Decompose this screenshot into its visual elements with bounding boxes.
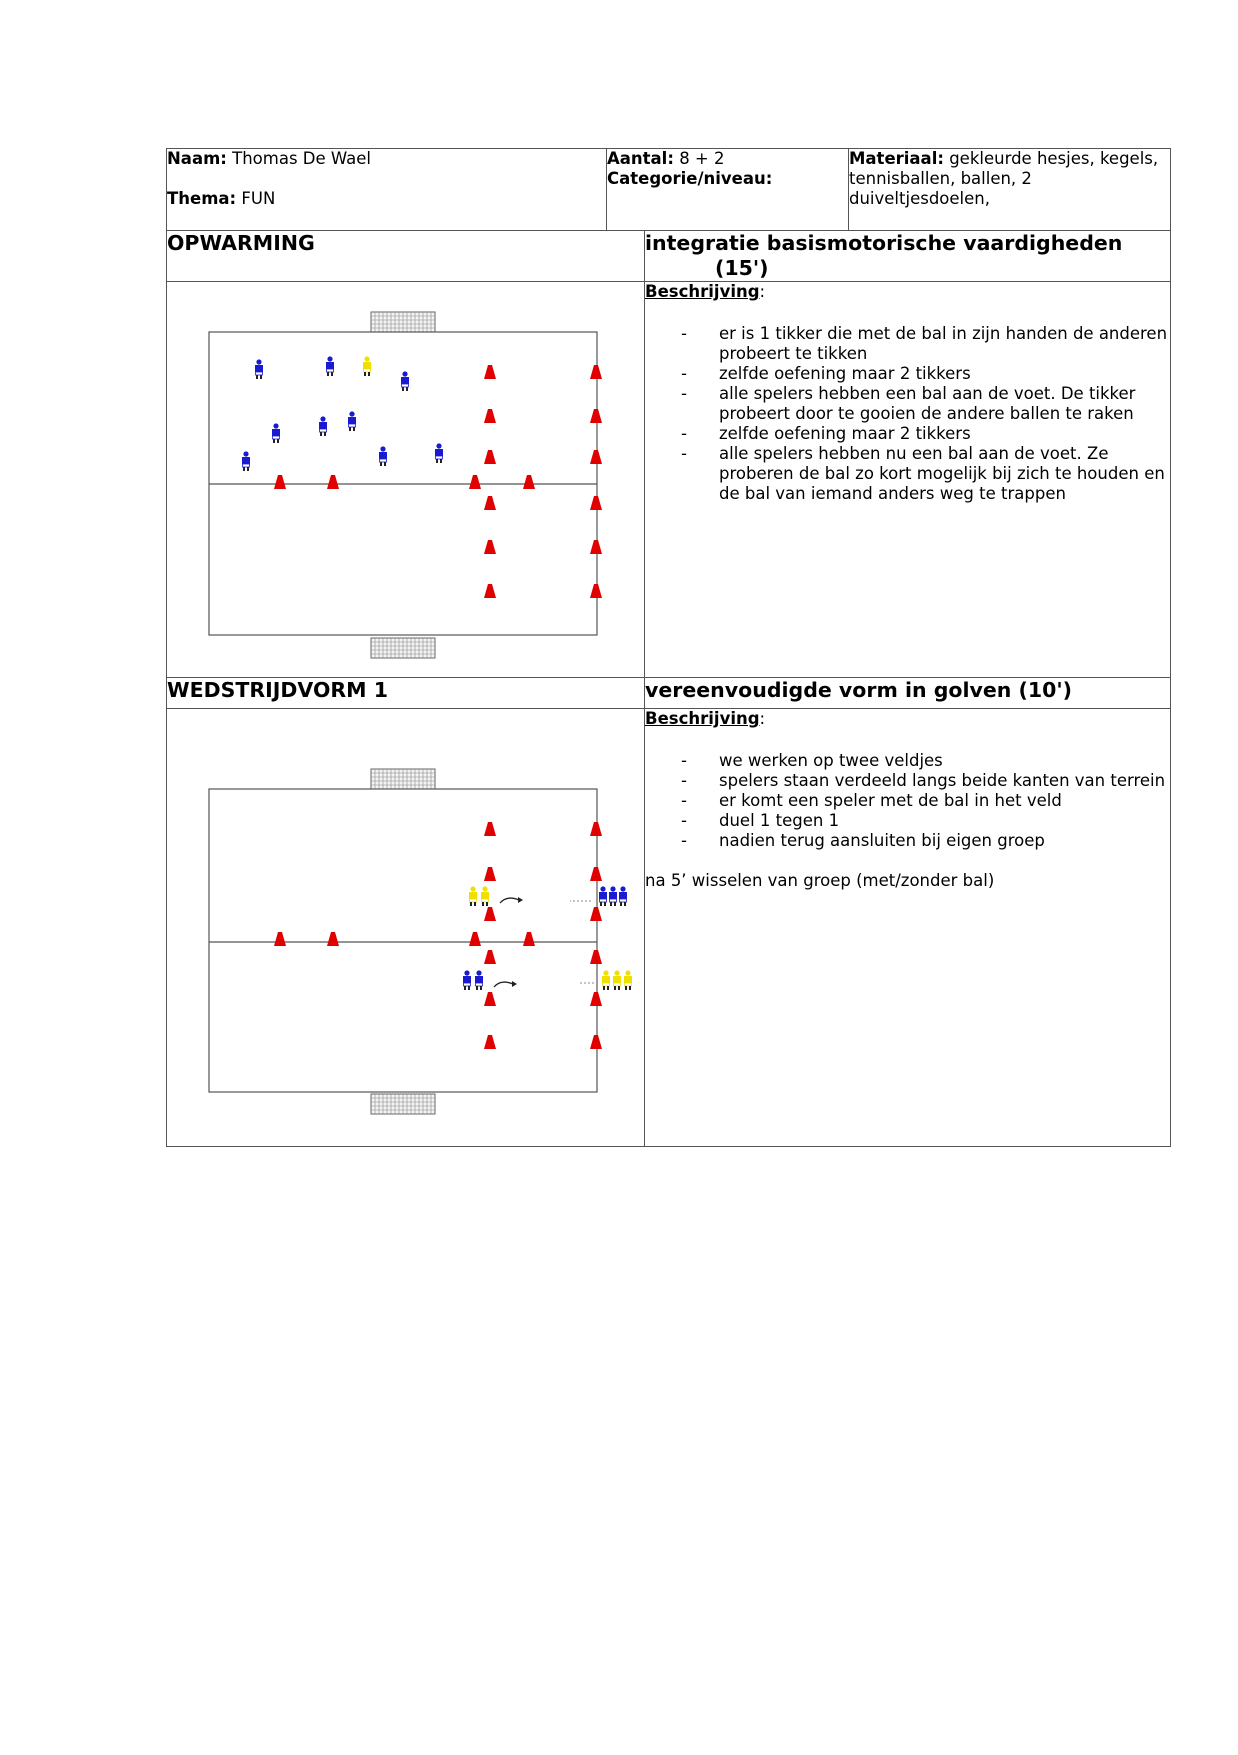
player-blue [401, 371, 409, 391]
description-item [645, 791, 1170, 811]
materiaal-value-2: tennisballen, ballen, 2 [849, 169, 1032, 188]
materiaal-value-1: gekleurde hesjes, kegels, [949, 149, 1159, 168]
cone [327, 932, 339, 946]
cone [484, 540, 496, 554]
dash-bullet: - [681, 771, 687, 790]
naam-cell [167, 149, 607, 231]
cone [484, 992, 496, 1006]
player-blue [463, 970, 471, 990]
goal [371, 769, 435, 789]
cone [590, 584, 602, 598]
player-yellow [363, 356, 371, 376]
description-item-text: zelfde oefening maar 2 tikkers [719, 424, 971, 443]
section-1-subtitle [645, 231, 1171, 282]
description-item-text: er komt een speler met de bal in het veld [719, 791, 1062, 810]
player-yellow [469, 886, 477, 906]
thema-value: FUN [241, 189, 276, 208]
section-1-content-row [167, 282, 1171, 678]
cone [590, 365, 602, 379]
field-outline [209, 789, 597, 1092]
section-2-description: Beschrijving: - we werken op twee veldjes - spelers staan verdeeld langs beide kanten van terrein - er komt een speler met de bal in het veld - duel 1 tegen 1 - nadien terug aansluiten bij eigen groep na 5’ wisselen van groep (met/zonder bal) [645, 709, 1171, 1147]
training-table [166, 148, 1171, 1147]
thema-label: Thema: [167, 189, 237, 208]
description-item-text: alle spelers hebben nu een bal aan de voet. Ze proberen de bal zo kort mogelijk bij zich te houden en de bal van iemand anders weg te trappen [719, 444, 1165, 503]
player-blue [609, 886, 617, 906]
cone [590, 907, 602, 921]
arrow-head [518, 897, 523, 903]
player-blue [348, 411, 356, 431]
description-item [645, 444, 1170, 504]
cone [327, 475, 339, 489]
cone [590, 867, 602, 881]
section-2-description-label: Beschrijving [645, 709, 760, 728]
session-sheet [166, 148, 1170, 1147]
cone [590, 540, 602, 554]
aantal-value: 8 + 2 [679, 149, 725, 168]
section-2-items [645, 751, 1170, 851]
description-item-text: nadien terug aansluiten bij eigen groep [719, 831, 1045, 850]
cone [469, 475, 481, 489]
cone [523, 932, 535, 946]
dash-bullet: - [681, 751, 687, 770]
goal [371, 638, 435, 658]
section-1-subtitle-line2: (15') [715, 256, 769, 280]
cone [484, 450, 496, 464]
cone [484, 822, 496, 836]
player-yellow [613, 970, 621, 990]
player-blue [319, 416, 327, 436]
cone [484, 584, 496, 598]
cone [484, 409, 496, 423]
section-1-subtitle-line1: integratie basismotorische vaardigheden [645, 231, 1123, 255]
dribble-arrow [500, 898, 519, 903]
player-blue [475, 970, 483, 990]
cone [590, 1035, 602, 1049]
player-blue [255, 359, 263, 379]
cone [484, 496, 496, 510]
cone [484, 365, 496, 379]
player-blue [435, 443, 443, 463]
cone [590, 822, 602, 836]
description-item-text: we werken op twee veldjes [719, 751, 943, 770]
description-item-text: er is 1 tikker die met de bal in zijn handen de anderen probeert te tikken [719, 324, 1168, 363]
section-2-subtitle: vereenvoudigde vorm in golven (10') [645, 678, 1171, 709]
cone [590, 992, 602, 1006]
description-item [645, 384, 1170, 424]
description-item-text: duel 1 tegen 1 [719, 811, 840, 830]
cone [484, 1035, 496, 1049]
goal [371, 312, 435, 332]
cone [484, 907, 496, 921]
section-1-description: Beschrijving: - er is 1 tikker die met de bal in zijn handen de anderen probeert te tikken - zelfde oefening maar 2 tikkers - alle spelers hebben een bal aan de voet. De tikker probeert door te gooien de andere ballen te raken - zelfde oefening maar 2 tikkers - alle spelers hebben nu een bal aan de voet. Ze proberen de bal zo kort mogelijk bij zich te houden en de bal van iemand anders weg te trappen [645, 282, 1171, 678]
section-2-note: na 5’ wisselen van groep (met/zonder bal) [645, 871, 995, 890]
section-2-title-row [167, 678, 1171, 709]
cone [484, 950, 496, 964]
player-yellow [481, 886, 489, 906]
description-item-text: zelfde oefening maar 2 tikkers [719, 364, 971, 383]
cone [590, 409, 602, 423]
warmup-field-diagram [167, 282, 643, 676]
description-item [645, 364, 1170, 384]
dash-bullet: - [681, 811, 687, 830]
cone [590, 450, 602, 464]
naam-value: Thomas De Wael [232, 149, 371, 168]
player-blue [619, 886, 627, 906]
materiaal-label: Materiaal: [849, 149, 944, 168]
aantal-label: Aantal: [607, 149, 674, 168]
section-1-diagram-cell [167, 282, 645, 678]
description-item [645, 771, 1170, 791]
cone [274, 932, 286, 946]
section-2-content-row [167, 709, 1171, 1147]
dribble-arrow [494, 982, 513, 987]
header-row [167, 149, 1171, 231]
player-yellow [624, 970, 632, 990]
goal [371, 1094, 435, 1114]
player-blue [599, 886, 607, 906]
description-item-text: spelers staan verdeeld langs beide kanten van terrein [719, 771, 1166, 790]
aantal-cell [607, 149, 849, 231]
description-item [645, 831, 1170, 851]
duel-field-diagram [167, 709, 643, 1145]
cone [590, 496, 602, 510]
dash-bullet: - [681, 364, 687, 383]
cone [469, 932, 481, 946]
player-blue [272, 423, 280, 443]
dash-bullet: - [681, 791, 687, 810]
materiaal-cell [849, 149, 1171, 231]
naam-label: Naam: [167, 149, 227, 168]
categorie-label: Categorie/niveau: [607, 169, 773, 188]
player-blue [326, 356, 334, 376]
section-1-title-row [167, 231, 1171, 282]
player-blue [379, 446, 387, 466]
arrow-head [512, 981, 517, 987]
cone [274, 475, 286, 489]
dash-bullet: - [681, 831, 687, 850]
description-item [645, 424, 1170, 444]
section-1-description-label: Beschrijving [645, 282, 760, 301]
dash-bullet: - [681, 324, 687, 343]
player-blue [242, 451, 250, 471]
cone [523, 475, 535, 489]
section-2-title: WEDSTRIJDVORM 1 [167, 678, 645, 709]
section-2-diagram-cell [167, 709, 645, 1147]
dash-bullet: - [681, 424, 687, 443]
cone [590, 950, 602, 964]
section-1-title: OPWARMING [167, 231, 645, 282]
dash-bullet: - [681, 444, 687, 463]
description-item [645, 751, 1170, 771]
section-1-items [645, 324, 1170, 504]
description-item-text: alle spelers hebben een bal aan de voet. De tikker probeert door te gooien de andere ballen te raken [719, 384, 1136, 423]
player-yellow [602, 970, 610, 990]
dash-bullet: - [681, 384, 687, 403]
description-item [645, 811, 1170, 831]
cone [484, 867, 496, 881]
description-item [645, 324, 1170, 364]
materiaal-value-3: duiveltjesdoelen, [849, 189, 990, 208]
